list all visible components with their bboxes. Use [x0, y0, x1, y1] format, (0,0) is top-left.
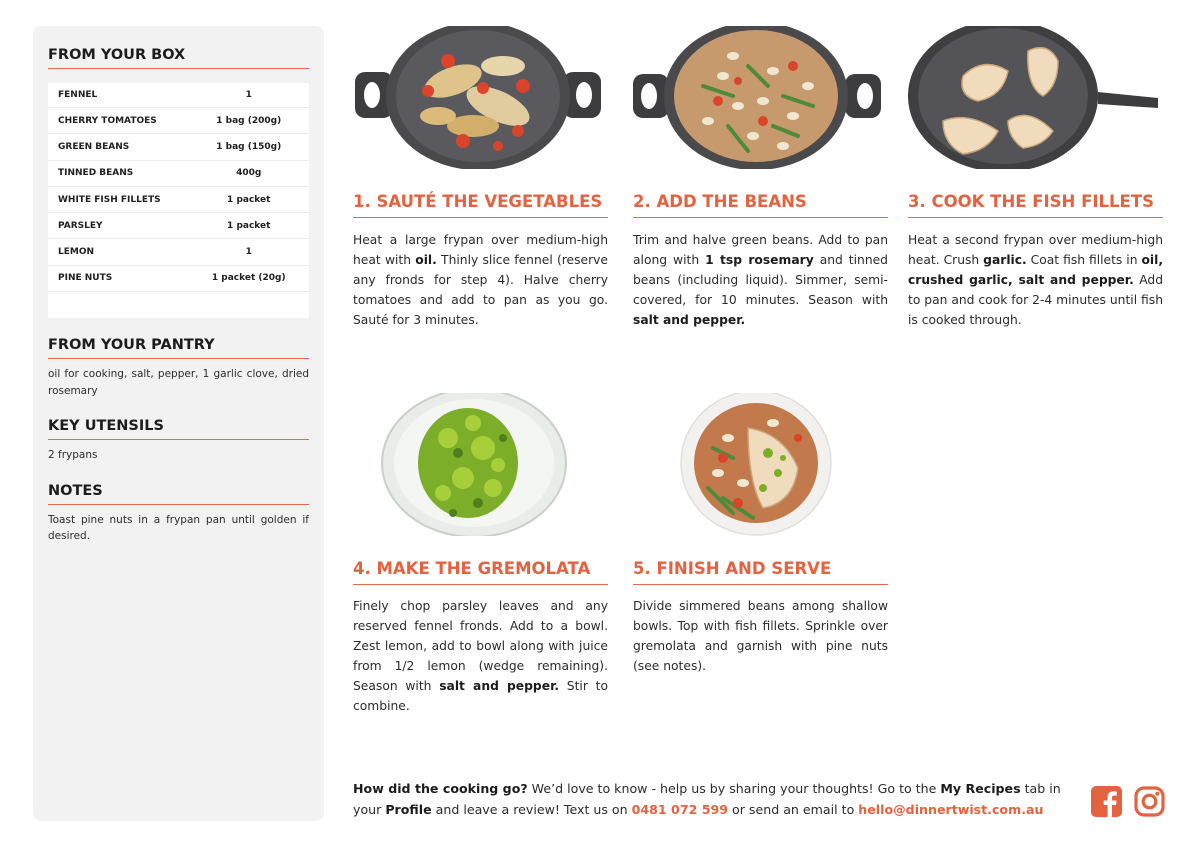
pan-handle-icon: [1098, 92, 1158, 108]
box-item-qty: 1 bag (200g): [216, 115, 282, 126]
ingredients-sidebar: [33, 26, 324, 821]
utensils-text: 2 frypans: [48, 449, 98, 461]
box-item-row: [48, 266, 309, 292]
text-fragment: oil.: [415, 253, 437, 267]
step-5-body: [633, 596, 888, 676]
step-1-photo: [353, 26, 608, 169]
step-2-photo: [633, 26, 888, 169]
notes-title: NOTES: [48, 483, 309, 505]
footer-text: tab in your: [353, 781, 1061, 817]
step-2-title: 2. ADD THE BEANS: [633, 192, 888, 218]
box-item-qty: 1 packet: [227, 220, 271, 231]
step-3-title: 3. COOK THE FISH FILLETS: [908, 192, 1163, 218]
footer-text: We’d love to know - help us by sharing your thoughts! Go to the: [527, 781, 941, 796]
step-4-photo: [353, 393, 608, 536]
box-item-row: [48, 83, 309, 108]
box-item-qty: 1: [245, 247, 252, 258]
box-ingredients-table: [48, 83, 309, 318]
pan-handle-left-icon: [633, 74, 669, 118]
box-item-qty: 1: [245, 90, 252, 100]
text-fragment: Heat a large frypan over medium-high heat with: [353, 233, 608, 267]
box-item-name: FENNEL: [58, 90, 98, 100]
facebook-icon[interactable]: [1091, 786, 1122, 817]
box-item-name: PARSLEY: [58, 220, 103, 231]
text-fragment: Add to pan and cook for 2-4 minutes until fish is cooked through.: [908, 273, 1164, 327]
box-item-name: TINNED BEANS: [58, 168, 134, 179]
box-item-row: [48, 134, 309, 160]
pantry-title: FROM YOUR PANTRY: [48, 337, 309, 359]
text-fragment: Finely chop parsley leaves and any reserved fennel fronds. Add to a bowl. Zest lemon, add to bowl along with juice from 1/2 lemon (wedge remaining). Season with: [353, 599, 608, 693]
footer-bold-text: Profile: [385, 802, 432, 817]
phone-link[interactable]: 0481 072 599: [631, 802, 729, 817]
text-fragment: Stir to combine.: [353, 679, 608, 713]
text-fragment: Heat a second frypan over medium-high heat. Crush: [908, 233, 1163, 267]
box-item-qty: 1 packet: [227, 194, 271, 205]
box-item-row: [48, 239, 309, 265]
text-fragment: Divide simmered beans among shallow bowls. Top with fish fillets. Sprinkle over gremolata and garnish with pine nuts (see notes).: [633, 599, 888, 673]
box-item-row: [48, 161, 309, 187]
text-fragment: salt and pepper.: [439, 679, 560, 693]
step-3: [908, 26, 1163, 336]
step-1: [353, 26, 608, 336]
box-title: FROM YOUR BOX: [48, 47, 309, 69]
step-1-body: [353, 230, 608, 330]
text-fragment: salt and pepper.: [633, 313, 746, 327]
instagram-icon[interactable]: [1134, 786, 1165, 817]
footer-text: or send an email to: [728, 802, 859, 817]
text-fragment: Thinly slice fennel (reserve any fronds for step 4). Halve cherry tomatoes and add to pan as you go. Sauté for 3 minutes.: [353, 253, 608, 327]
step-4: [353, 393, 608, 713]
step-3-photo: [908, 26, 1163, 169]
box-item-qty: 400g: [236, 168, 262, 179]
box-item-name: GREEN BEANS: [58, 141, 130, 152]
text-fragment: Coat fish fillets in: [1026, 253, 1142, 267]
footer-bold-text: How did the cooking go?: [353, 781, 528, 796]
email-link[interactable]: hello@dinnertwist.com.au: [858, 802, 1044, 817]
notes-text: Toast pine nuts in a frypan pan until golden if desired.: [48, 513, 309, 542]
box-item-qty: 1 bag (150g): [216, 141, 282, 152]
step-3-body: [908, 230, 1163, 330]
text-fragment: 1 tsp rosemary: [705, 253, 814, 267]
step-5: [633, 393, 888, 703]
box-item-row: [48, 187, 309, 213]
text-fragment: and tinned beans (including liquid). Simmer, semi-covered, for 10 minutes. Season with: [633, 253, 888, 307]
feedback-footer: [353, 778, 1078, 820]
footer-text: and leave a review! Text us on: [431, 802, 632, 817]
box-item-name: PINE NUTS: [58, 273, 113, 284]
box-item-row: [48, 213, 309, 239]
box-item-row: [48, 108, 309, 134]
box-item-name: CHERRY TOMATOES: [58, 115, 157, 126]
utensils-title: KEY UTENSILS: [48, 418, 309, 440]
footer-bold-text: My Recipes: [940, 781, 1021, 796]
step-5-photo: [633, 393, 888, 536]
step-4-title: 4. MAKE THE GREMOLATA: [353, 559, 608, 585]
step-2-body: [633, 230, 888, 330]
text-fragment: Trim and halve green beans. Add to pan along with: [633, 233, 888, 267]
step-2: [633, 26, 888, 336]
step-4-body: [353, 596, 608, 716]
box-item-name: LEMON: [58, 247, 95, 258]
step-1-title: 1. SAUTÉ THE VEGETABLES: [353, 192, 608, 218]
text-fragment: oil, crushed garlic, salt and pepper.: [908, 253, 1163, 287]
step-5-title: 5. FINISH AND SERVE: [633, 559, 888, 585]
box-item-name: WHITE FISH FILLETS: [58, 194, 161, 205]
pan-handle-right-icon: [845, 74, 881, 118]
box-item-qty: 1 packet (20g): [211, 273, 286, 284]
pantry-text: oil for cooking, salt, pepper, 1 garlic clove, dried rosemary: [48, 368, 309, 397]
text-fragment: garlic.: [983, 253, 1027, 267]
